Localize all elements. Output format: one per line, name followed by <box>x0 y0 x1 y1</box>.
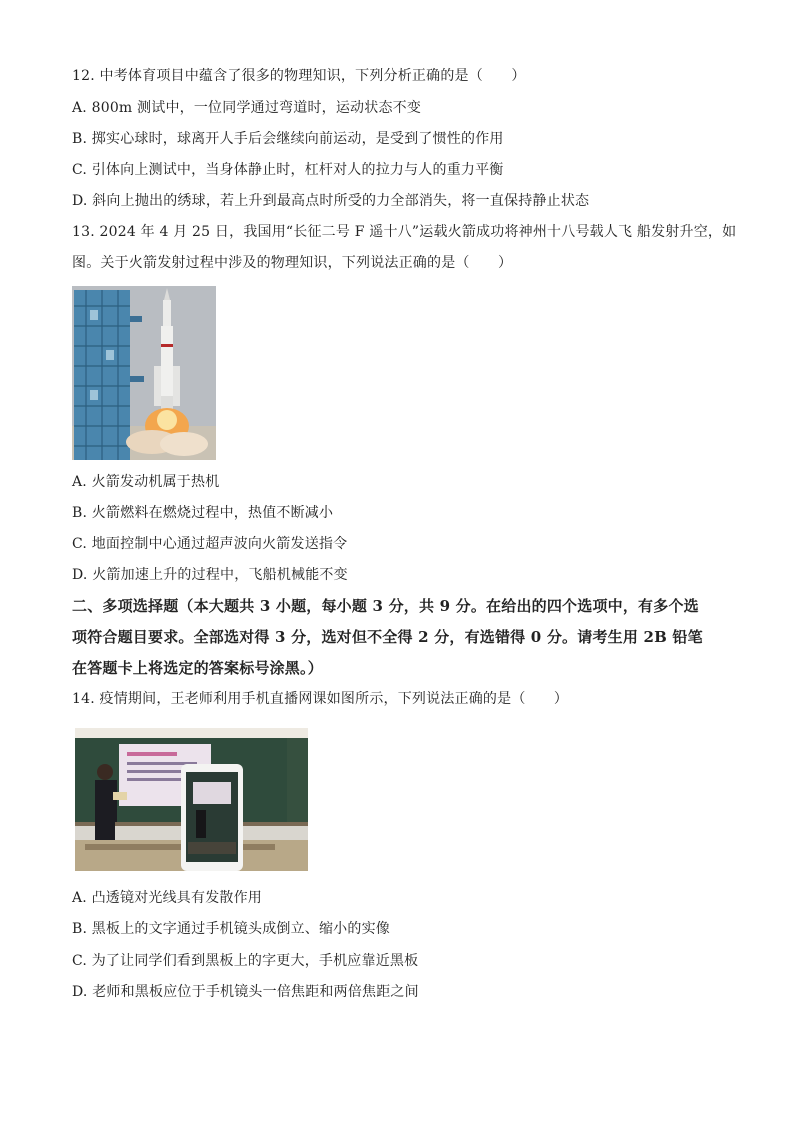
q12-stem: 12. 中考体育项目中蕴含了很多的物理知识，下列分析正确的是（ ） <box>72 68 526 84</box>
q13-option-c: C. 地面控制中心通过超声波向火箭发送指令 <box>72 536 348 552</box>
q14-stem: 14. 疫情期间，王老师利用手机直播网课如图所示，下列说法正确的是（ ） <box>72 691 569 707</box>
q12-option-c: C. 引体向上测试中，当身体静止时，杠杆对人的拉力与人的重力平衡 <box>72 162 504 178</box>
q12-option-d: D. 斜向上抛出的绣球，若上升到最高点时所受的力全部消失，将一直保持静止状态 <box>72 193 590 209</box>
classroom-livestream-image <box>75 728 308 871</box>
q12-option-a: A. 800m 测试中，一位同学通过弯道时，运动状态不变 <box>72 100 422 116</box>
q12-option-b: B. 掷实心球时，球离开人手后会继续向前运动，是受到了惯性的作用 <box>72 131 504 147</box>
q13-option-d: D. 火箭加速上升的过程中，飞船机械能不变 <box>72 567 348 583</box>
q13-option-a: A. 火箭发动机属于热机 <box>72 474 220 490</box>
q13-stem-line2: 图。关于火箭发射过程中涉及的物理知识，下列说法正确的是（ ） <box>72 255 513 271</box>
section2-heading-line2: 项符合题目要求。全部选对得 3 分，选对但不全得 2 分，有选错得 0 分。请考生用 2B 铅笔 <box>72 628 703 646</box>
q14-option-d: D. 老师和黑板应位于手机镜头一倍焦距和两倍焦距之间 <box>72 984 419 1000</box>
section2-heading-line1: 二、多项选择题（本大题共 3 小题，每小题 3 分，共 9 分。在给出的四个选项中，有多个选 <box>72 597 699 615</box>
q14-option-b: B. 黑板上的文字通过手机镜头成倒立、缩小的实像 <box>72 921 390 937</box>
section2-heading-line3: 在答题卡上将选定的答案标号涂黑。） <box>72 659 323 677</box>
q13-stem-line1: 13. 2024 年 4 月 25 日，我国用“长征二号 F 遥十八”运载火箭成功将神州十八号载人飞 船发射升空，如 <box>72 224 737 240</box>
q14-option-c: C. 为了让同学们看到黑板上的字更大，手机应靠近黑板 <box>72 953 419 969</box>
q14-option-a: A. 凸透镜对光线具有发散作用 <box>72 890 263 906</box>
q13-option-b: B. 火箭燃料在燃烧过程中，热值不断减小 <box>72 505 334 521</box>
rocket-launch-image <box>72 286 216 460</box>
